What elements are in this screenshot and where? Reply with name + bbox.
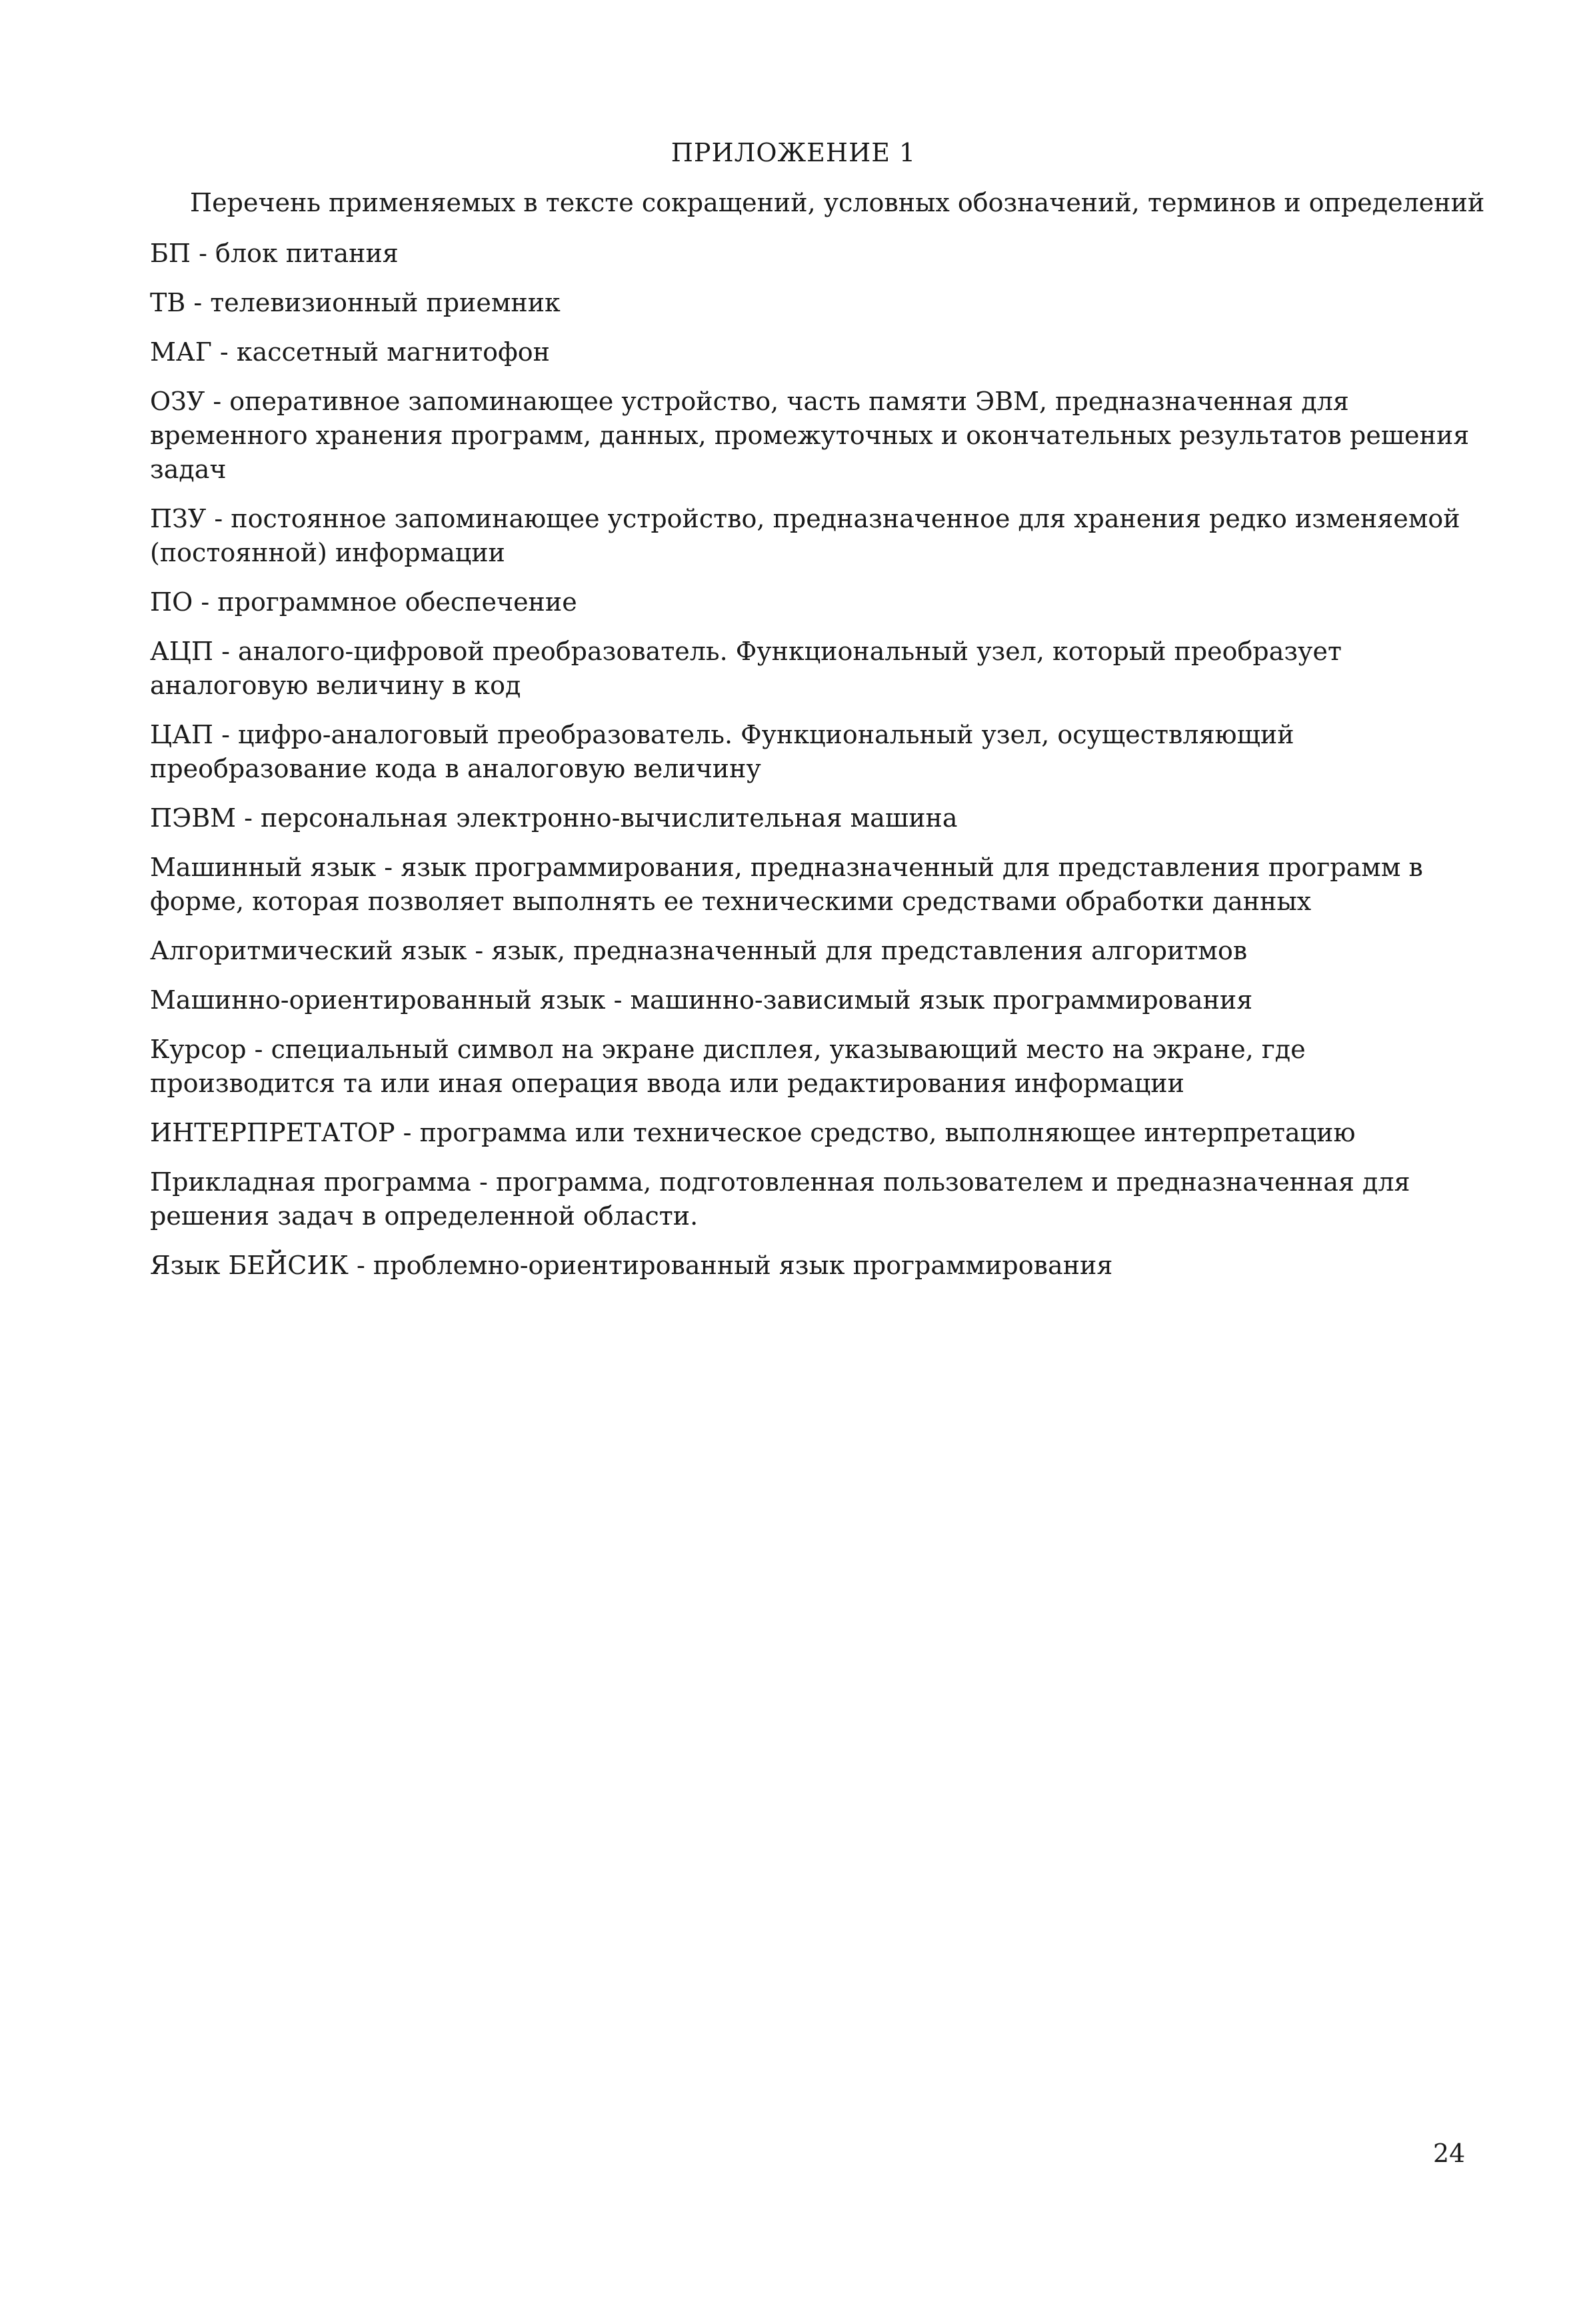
glossary-entry: Язык БЕЙСИК - проблемно-ориентированный язык программирования — [150, 1251, 1113, 1280]
glossary-entry: АЦП - аналого-цифровой преобразователь. Функциональный узел, который преобразует аналоговую величину в код — [150, 637, 1342, 700]
appendix-subtitle: Перечень применяемых в тексте сокращений, условных обозначений, терминов и определений — [190, 188, 1485, 217]
appendix-title: ПРИЛОЖЕНИЕ 1 — [671, 138, 916, 167]
glossary-entry: Алгоритмический язык - язык, предназначенный для представления алгоритмов — [150, 936, 1248, 965]
glossary-entry: Машинный язык - язык программирования, предназначенный для представления программ в форме, которая позволяет выполнять ее техническими средствами обработки данных — [150, 853, 1423, 916]
glossary-entry: Машинно-ориентированный язык - машинно-зависимый язык программирования — [150, 985, 1253, 1015]
glossary-entry: ТВ - телевизионный приемник — [150, 288, 561, 317]
glossary-entry: ПЭВМ - персональная электронно-вычислительная машина — [150, 803, 958, 833]
glossary-entry: ЦАП - цифро-аналоговый преобразователь. Функциональный узел, осуществляющий преобразование кода в аналоговую величину — [150, 720, 1294, 783]
glossary-entry: ОЗУ - оперативное запоминающее устройство, часть памяти ЭВМ, предназначенная для временного хранения программ, данных, промежуточных и окончательных результатов решения задач — [150, 387, 1470, 484]
glossary-list — [150, 237, 1483, 1298]
glossary-entry: ПО - программное обеспечение — [150, 587, 577, 617]
glossary-entry: БП - блок питания — [150, 239, 399, 268]
glossary-entry: Прикладная программа - программа, подготовленная пользователем и предназначенная для решения задач в определенной области. — [150, 1167, 1410, 1231]
glossary-entry: ПЗУ - постоянное запоминающее устройство, предназначенное для хранения редко изменяемой (постоянной) информации — [150, 504, 1460, 567]
page-number: 24 — [1433, 2139, 1466, 2168]
glossary-entry: ИНТЕРПРЕТАТОР - программа или техническое средство, выполняющее интерпретацию — [150, 1118, 1356, 1147]
glossary-entry: Курсор - специальный символ на экране дисплея, указывающий место на экране, где производится та или иная операция ввода или редактирования информации — [150, 1035, 1306, 1098]
glossary-entry: МАГ - кассетный магнитофон — [150, 337, 550, 367]
